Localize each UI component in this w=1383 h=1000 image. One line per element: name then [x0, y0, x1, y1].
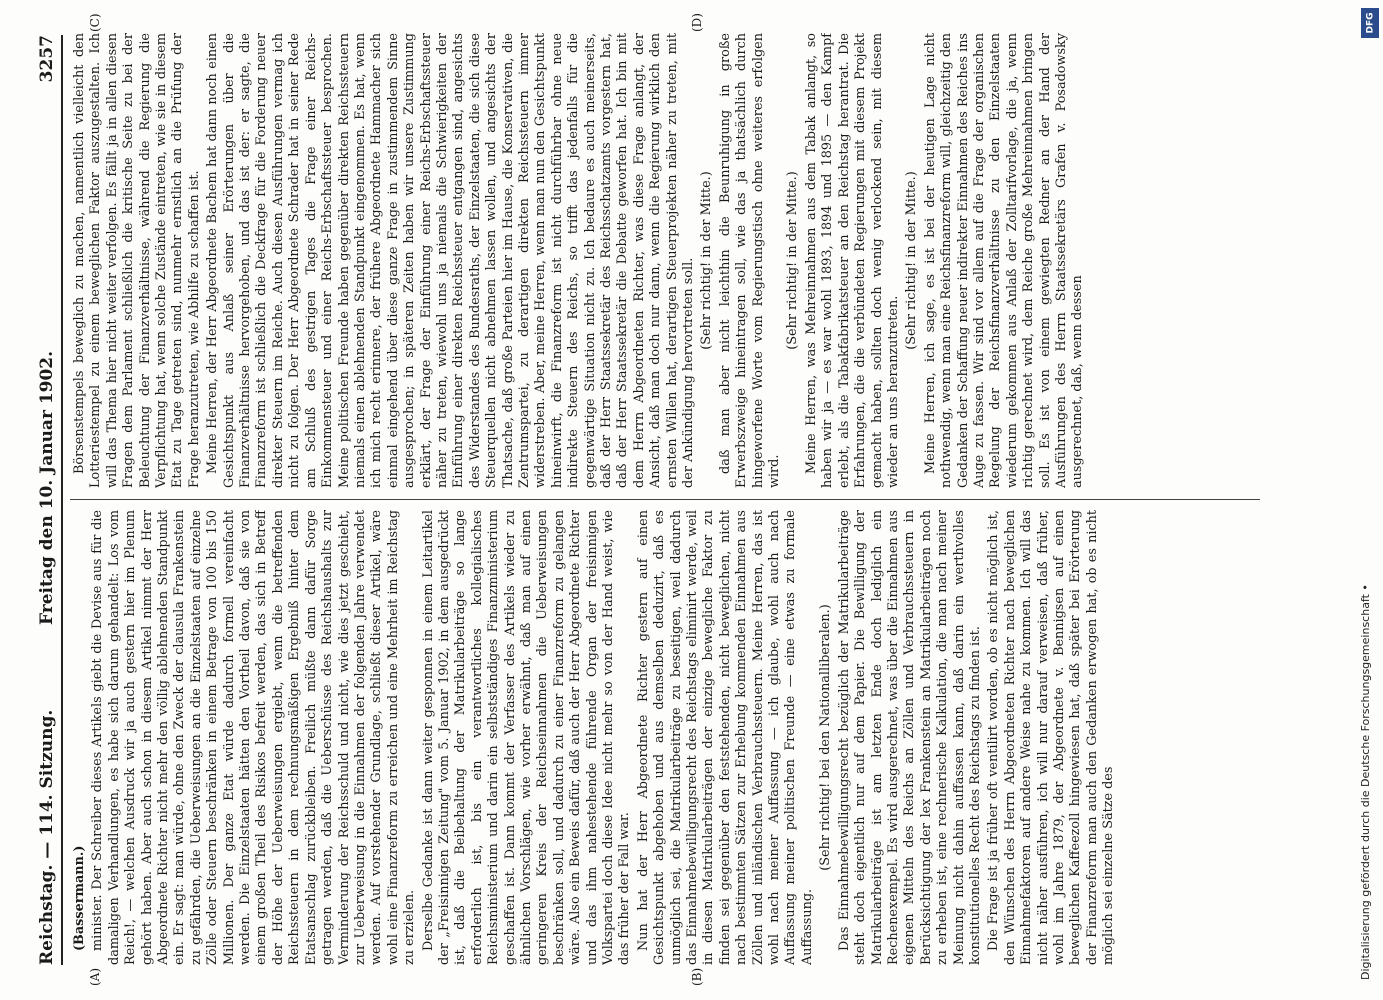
interjection: (Sehr richtig! in der Mitte.) — [904, 171, 920, 350]
margin-marker-d: (D) — [690, 13, 704, 32]
paragraph: Meine Herren, der Herr Abgeordnete Bachem hat dann noch einen Gesichtspunkt aus Anlaß seiner Erörterungen über die Finanzverhältnisse hervorgehoben, und das ist der: er sagte, die Finanzreform ist schließlich die Deckfrage für die Forderung neuer direkter Steuern im Reiche. Auch diesen Ausführungen vermag ich nicht zu folgen. Der Herr Abgeordnete Schrader hat in seiner Rede am Schluß des gestrigen Tages die Frage einer Reichs-Einkommensteuer und einer Reichs-Erbschaftssteuer besprochen. Meine politischen Freunde haben gegenüber direkten Reichssteuern niemals einen ablehnenden Standpunkt eingenommen. Es hat, wenn ich mich recht erinnere, der frühere Abgeordnete Hammacher sich einmal eingehend über diese ganze Frage in zustimmendem Sinne ausgesprochen; in späteren Zeiten haben wir unsere Zustimmung erklärt, der Frage der Einführung einer Reichs-Erbschaftssteuer näher zu treten, wiewohl uns ja niemals die Schwierigkeiten der Einführung einer direkten Reichssteuer entgangen sind, angesichts des Widerstandes des Bundesraths, der Einzelstaaten, die sich diese Steuerquellen nicht abnehmen lassen wollen, und angesichts der Thatsache, daß große Parteien hier im Hause, die Konservativen, die Zentrumspartei, zu derartigen direkten Reichssteuern immer widerstreben. Aber, meine Herren, wenn man nun den Gesichtspunkt hineinwirft, die Finanzreform ist nicht durchführbar ohne neue indirekte Steuern des Reichs, so trifft das jedenfalls für die gegenwärtige Situation nicht zu. Ich bedaure es auch meinerseits, daß der Herr Staatssekretär des Reichsschatzamts vorgestern hat, daß der Herr Staatssekretär die Debatte geworfen hat. Ich bin mit dem Herrn Abgeordneten Richter, was diese Frage anlangt, der Ansicht, daß man doch nur dann, wenn die Regierung wirklich den ernsten Willen hat, derartigen Steuerprojekten näher zu treten, mit der Ankündigung hervortreten soll. — [205, 33, 697, 488]
right-column — [72, 33, 1262, 488]
speaker-name: (Bassermann.) — [72, 845, 87, 951]
paragraph: minister. Der Schreiber dieses Artikels giebt die Devise aus für die damaligen Verhandlungen, es habe sich darum gehandelt: Los vom Reich!, — welchen Ausdruck wir ja auch gestern hier im Plenum gehört haben. Aber auch schon in diesem Artikel nimmt der Herr Abgeordnete Richter nicht mehr den völlig ablehnenden Standpunkt ein. Er sagt: man würde, ohne den Zweck der clausula Frankenstein zu gefährden, die Ueberweisungen an die Einzelstaaten auf einzelne Zölle oder Steuern beschränken in einem Betrage von 100 bis 150 Millionen. Der ganze Etat würde dadurch formell vereinfacht werden. Die Einzelstaaten hätten den Vortheil davon, daß sie von einem großen Theil des Risikos befreit werden, das sich in Betreff der Höhe der Ueberweisungen ergiebt, wenn die betreffenden Reichssteuern in dem rechnungsmäßigen Ergebniß hinter dem Etatsanschlag zurückbleiben. Freilich müßte dann dafür Sorge getragen werden, daß die Ueberschüsse des Reichshaushalts zur Verminderung der Reichsschuld und nicht, wie dies jetzt geschieht, zur Ueberweisung in die Einnahmen der folgenden Jahre verwendet werden. Auf vorstehender Grundlage, schließt dieser Artikel, wäre wohl eine Finanzreform zu erreichen und eine Mehrheit im Reichstag zu erzielen. — [90, 510, 418, 965]
header-date: Freitag den 10. Januar 1902. — [37, 350, 57, 625]
dfg-logo-text: DFG — [1365, 12, 1376, 34]
margin-marker-a: (A) — [88, 967, 102, 986]
paragraph: Nun hat der Herr Abgeordnete Richter gestern auf einen Gesichtspunkt abgehoben und aus demselben deduzirt, daß es unmöglich sei, die Matrikularbeiträge zu beseitigen, weil dadurch das Einnahmebewilligungsrecht des Reichstags eliminirt werde, weil in diesen Matrikularbeiträgen der einzige bewegliche Faktor zu finden sei gegenüber den feststehenden, nicht beweglichen, nicht nach bestimmten Sätzen zur Erhebung kommenden Einnahmen aus Zöllen und inländischen Verbrauchssteuern. Meine Herren, das ist wohl nach meiner Auffassung — ich glaube, wohl auch nach Auffassung meiner politischen Freunde — eine etwas zu formale Auffassung. — [635, 510, 815, 965]
page-header — [35, 35, 63, 965]
margin-marker-c: (C) — [88, 13, 102, 32]
side-credit-text: Digitalisierung gefördert durch die Deutsche Forschungsgemeinschaft • — [1359, 584, 1372, 980]
paragraph: Meine Herren, was Mehreinnahmen aus dem Tabak anlangt, so haben wir ja — es war wohl 1893, 1894 und 1895 — den Kampf erlebt, als die Tabakfabrikatsteuer an den Reichstag herantrat. Die Erfahrungen, die die verbündeten Regierungen mit diesem Projekt gemacht haben, sollten doch wenig verlockend sein, mit diesem wieder an uns heranzutreten. — [803, 33, 901, 488]
interjection: (Sehr richtig! in der Mitte.) — [699, 171, 715, 350]
paragraph: Derselbe Gedanke ist dann weiter gesponnen in einem Leitartikel der „Freisinnigen Zeitung" vom 5. Januar 1902, in dem ausgedrückt ist, daß die Beibehaltung der Matrikularbeiträge so lange erforderlich ist, bis ein verantwortliches kollegialisches Reichsministerium und darin ein selbstständiges Finanzministerium geschaffen ist. Dann kommt der Verfasser des Artikels wieder zu ähnlichen Vorschlägen, wie vorher erwähnt, daß man auf einen geringeren Kreis der Reichseinnahmen die Ueberweisungen beschränken soll, und dadurch zu einer Finanzreform zu gelangen wäre. Also ein Beweis dafür, daß auch der Herr Abgeordnete Richter und das ihm nahestehende führende Organ der freisinnigen Volkspartei doch diese Idee nicht mehr so von der Hand weist, wie das früher der Fall war. — [420, 510, 633, 965]
interjection: (Sehr richtig! bei den Nationalliberalen.) — [818, 604, 834, 871]
side-credit — [1359, 20, 1379, 980]
margin-marker-b: (B) — [690, 967, 704, 986]
page-number: 3257 — [37, 35, 57, 83]
paragraph: daß man aber nicht leichthin die Beunruhigung in große Erwerbszweige hineintragen soll, wie das ja thatsächlich durch hingeworfene Worte vom Regierungstisch ohne weiteres erfolgen wird. — [717, 33, 783, 488]
left-column — [72, 510, 1262, 965]
paragraph: Meine Herren, ich sage, es ist bei der heutigen Lage nicht nothwendig, wenn man eine Reichsfinanzreform will, gleichzeitig den Gedanken der Schaffung neuer indirekter Einnahmen des Reiches ins Auge zu fassen. Wir sind vor allem auf die Frage der organischen Regelung der Reichsfinanzverhältnisse zu den Einzelstaaten wiederum gekommen aus Anlaß der Zolltarifvorlage, die ja, wenn richtig gerechnet wird, dem Reiche große Mehreinnahmen bringen soll. Es ist von einem gewiegten Redner an der Hand der Ausführungen des Herrn Staatssekretärs Grafen v. Posadowsky ausgerechnet, daß, wenn dessen — [922, 33, 1086, 488]
paragraph: Das Einnahmebewilligungsrecht bezüglich der Matrikularbeiträge steht doch eigentlich nur auf dem Papier. Die Bewilligung der Matrikularbeiträge ist am letzten Ende doch lediglich ein Rechenexempel. Es wird ausgerechnet, was über die Einnahmen aus eigenen Mitteln des Reichs an Zöllen und Verbrauchssteuern in Berücksichtigung der lex Frankenstein an Matrikularbeiträgen noch zu erheben ist, eine rechnerische Kalkulation, die man nach meiner Meinung nicht dahin auffassen kann, daß darin ein werthvolles konstitutionelles Recht des Reichstags zu finden ist. — [836, 510, 983, 965]
dfg-logo — [1361, 8, 1379, 38]
paragraph: Börsenstempels beweglich zu machen, namentlich vielleicht den Lotteriestempel zu einem beweglichen Faktor auszugestalten. Ich will das Thema hier nicht weiter verfolgen. Es fällt ja in allen diesen Fragen dem Parlament schließlich die kritische Seite zu bei der Beleuchtung der Finanzverhältnisse, während die Regierung die Verpflichtung hat, wenn solche Zustände eintreten, wie sie in diesem Etat zu Tage getreten sind, nunmehr ernstlich an die Prüfung der Frage heranzutreten, wie Abhilfe zu schaffen ist. — [72, 33, 202, 488]
interjection: (Sehr richtig! in der Mitte.) — [785, 171, 801, 350]
header-left: Reichstag. — 114. Sitzung. — [37, 709, 57, 965]
paragraph: Die Frage ist ja früher oft ventilirt worden, ob es nicht möglich ist, den Wünschen des Herrn Abgeordneten Richter nach beweglichen Einnahmefaktoren auf andere Weise nahe zu kommen. Ich will das nicht näher ausführen, ich will nur darauf verweisen, daß früher, wohl im Jahre 1879, der Abgeordnete v. Bennigsen auf einen beweglichen Kaffeezoll hingewiesen hat, daß später bei Erörterung der Finanzreform man auch den Gedanken erwogen hat, ob es nicht möglich sei einzelne Sätze des — [986, 510, 1117, 965]
column-divider — [70, 499, 1260, 500]
